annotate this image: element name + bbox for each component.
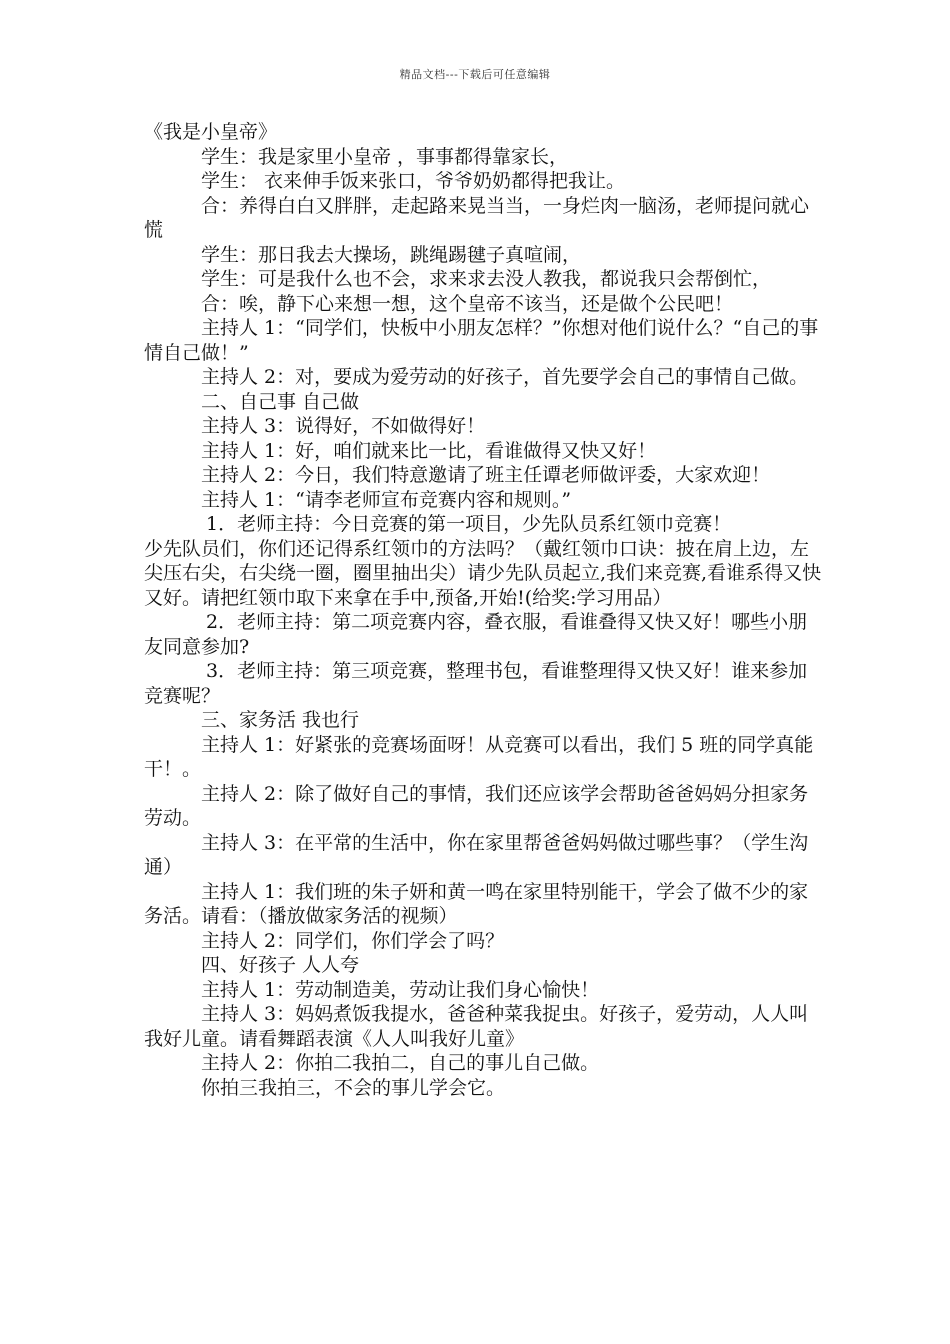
paragraph: 主持人 2：你拍二我拍二，自己的事儿自己做。 [201,1052,600,1074]
section-heading: 三、家务活 我也行 [201,709,360,731]
section-heading: 二、自己事 自己做 [201,390,360,413]
paragraph: 主持人 1：好，咱们就来比一比，看谁做得又快又好！ [201,439,657,462]
paragraph: 主持人 2：对，要成为爱劳动的好孩子，首先要学会自己的事情自己做。 [201,366,809,388]
document-title: 《我是小皇帝》 [144,121,278,143]
paragraph: 2．老师主持：第二项竞赛内容，叠衣服，看谁叠得又快又好！哪些小朋友同意参加? [144,611,808,658]
paragraph: 学生： 衣来伸手饭来张口，爷爷奶奶都得把我让。 [201,170,626,192]
paragraph: 你拍三我拍三，不会的事儿学会它。 [201,1076,506,1099]
section-heading: 四、好孩子 人人夸 [201,954,360,976]
paragraph: 主持人 1：“同学们，快板中小朋友怎样？”你想对他们说什么？“自己的事情自己做！” [144,317,819,364]
paragraph: 主持人 3：妈妈煮饭我提水，爸爸种菜我捉虫。好孩子，爱劳动，人人叫我好儿童。请看舞蹈表演《人人叫我好儿童》 [144,1003,809,1050]
paragraph: 合：唉，静下心来想一想，这个皇帝不该当，还是做个公民吧！ [201,292,734,315]
paragraph: 主持人 1：劳动制造美，劳动让我们身心愉快！ [201,978,600,1001]
paragraph: 主持人 3：在平常的生活中，你在家里帮爸爸妈妈做过哪些事？（学生沟通） [144,831,809,878]
paragraph: 学生：那日我去大操场，跳绳踢毽子真喧闹， [201,243,582,266]
page-header: 精品文档---下载后可任意编辑 [399,68,551,81]
paragraph: 主持人 1：我们班的朱子妍和黄一鸣在家里特别能干，学会了做不少的家务活。请看：（播放做家务活的视频） [144,880,809,927]
paragraph: 主持人 3：说得好，不如做得好！ [201,415,486,437]
paragraph: 3．老师主持：第三项竞赛，整理书包，看谁整理得又快又好！谁来参加竞赛呢？ [144,660,808,707]
paragraph: 主持人 2：除了做好自己的事情，我们还应该学会帮助爸爸妈妈分担家务劳动。 [144,782,809,829]
paragraph: 1．老师主持：今日竞赛的第一项目，少先队员系红领巾竞赛！ [206,513,732,535]
document-body [144,120,824,1100]
paragraph: 主持人 1：“请李老师宣布竞赛内容和规则。” [201,488,572,511]
paragraph: 合：养得白白又胖胖，走起路来晃当当，一身烂肉一脑汤，老师提问就心慌 [144,194,810,241]
paragraph: 主持人 2：今日，我们特意邀请了班主任谭老师做评委，大家欢迎！ [201,464,771,486]
paragraph: 主持人 1：好紧张的竞赛场面呀！从竞赛可以看出，我们 5 班的同学真能干！。 [144,733,814,780]
paragraph: 学生：我是家里小皇帝 ，事事都得靠家长， [201,145,569,168]
paragraph: 主持人 2：同学们，你们学会了吗？ [201,929,505,952]
paragraph: 学生：可是我什么也不会，求来求去没人教我，都说我只会帮倒忙， [201,268,772,290]
paragraph: 少先队员们，你们还记得系红领巾的方法吗？（戴红领巾口诀：披在肩上边，左尖压右尖，右尖绕一圈，圈里抽出尖）请少先队员起立,我们来竞赛,看谁系得又快又好。请把红领巾取下来拿在手中,预备,开始!(给奖:学习用品） [144,537,822,609]
